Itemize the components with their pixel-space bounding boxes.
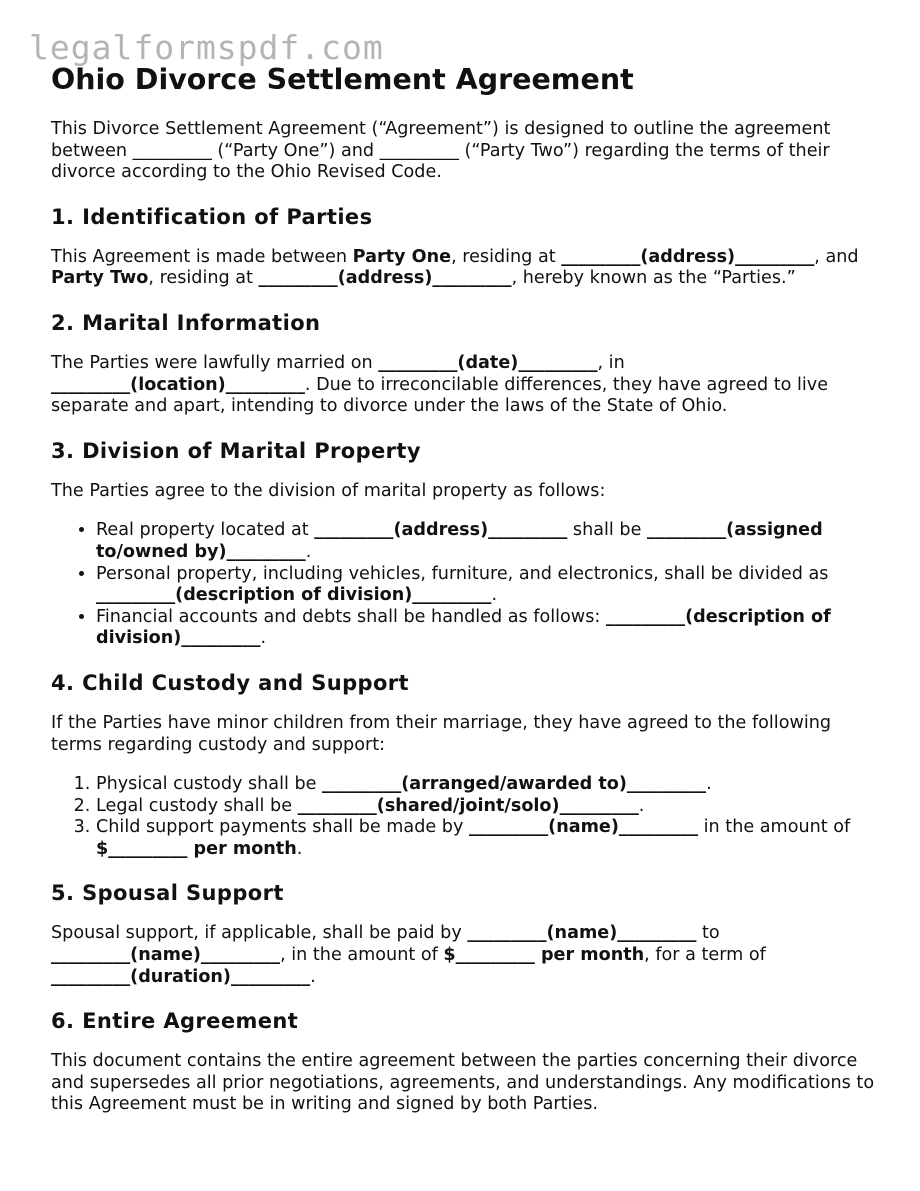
list-item [96,817,881,860]
section-4-intro: If the Parties have minor children from their marriage, they have agreed to the following terms regarding custody and support: [51,712,832,755]
spousal-amount-blank: $_________ per month [443,945,645,966]
spousal-recipient-blank: _________(name)_________ [51,945,281,966]
text: shall be [567,520,647,541]
document-page [51,62,881,1116]
text: . Due to irreconcilable differences, they have agreed to live separate and apart, intending to divorce under the laws of the State of Ohio. [51,374,829,417]
list-item [96,607,881,650]
party-one-address-blank: _________(address)_________ [561,246,815,267]
text: , residing at [451,246,562,267]
watermark: legalformspdf.com [29,28,384,67]
list-item [96,796,881,818]
physical-custody-blank: _________(arranged/awarded to)_________ [322,774,707,795]
text: This Agreement is made between [51,246,353,267]
party-two-address-blank: _________(address)_________ [258,268,512,289]
text: Financial accounts and debts shall be handled as follows: [96,606,606,627]
text: , in the amount of [280,945,444,966]
text: . [296,838,303,859]
intro-text-2: (“Party One”) and [211,140,380,161]
section-1-paragraph [51,247,881,290]
section-6-heading: 6. Entire Agreement [51,1009,299,1034]
spousal-duration-blank: _________(duration)_________ [51,966,311,987]
text: . [706,774,712,795]
list-item [96,520,881,563]
text: . [491,585,498,606]
text: in the amount of [698,817,851,838]
text: The Parties were lawfully married on [51,352,379,373]
section-2-paragraph [51,353,881,418]
text: Real property located at [96,520,315,541]
party-two-blank: _________ [379,140,459,161]
text: , in [597,352,625,373]
real-property-address-blank: _________(address)_________ [314,520,568,541]
financial-division-blank: _________(description of division)_________ [96,606,831,649]
child-support-amount-blank: $_________ per month [96,838,297,859]
text: , for a term of [644,945,766,966]
text: . [638,795,645,816]
section-3-heading: 3. Division of Marital Property [51,438,421,463]
text: Spousal support, if applicable, shall be paid by [51,923,468,944]
list-item [96,564,881,607]
section-3-intro: The Parties agree to the division of marital property as follows: [51,480,606,501]
custody-list [51,774,881,860]
legal-custody-blank: _________(shared/joint/solo)_________ [297,795,639,816]
section-4-heading: 4. Child Custody and Support [51,670,409,695]
text: Personal property, including vehicles, furniture, and electronics, shall be divided as [96,563,829,584]
document-title: Ohio Divorce Settlement Agreement [51,63,634,96]
text: , and [814,246,859,267]
marriage-date-blank: _________(date)_________ [378,352,598,373]
section-2-heading: 2. Marital Information [51,310,321,335]
party-one-blank: _________ [132,140,212,161]
personal-property-division-blank: _________(description of division)_________ [96,585,492,606]
property-list [51,520,881,650]
text: , hereby known as the “Parties.” [511,268,796,289]
list-item [96,774,881,796]
text: to [696,923,720,944]
party-two-label: Party Two [51,268,149,289]
section-6-paragraph: This document contains the entire agreement between the parties concerning their divorce and supersedes all prior negotiations, agreements, and understandings. Any modifications to this Agreement must be in writing and signed by both Parties. [51,1051,875,1115]
intro-paragraph [51,119,881,184]
text: Legal custody shall be [96,795,298,816]
intro-text-1: This Divorce Settlement Agreement (“Agreement”) is designed to outline the agreement between [51,119,831,161]
section-1-heading: 1. Identification of Parties [51,204,373,229]
text: Physical custody shall be [96,774,323,795]
text: . [305,541,312,562]
text: . [260,628,267,649]
text: , residing at [148,268,259,289]
marriage-location-blank: _________(location)_________ [51,374,305,395]
text: . [310,966,316,987]
payer-name-blank: _________(name)_________ [468,817,699,838]
party-one-label: Party One [352,246,452,267]
section-5-paragraph [51,923,881,988]
intro-text-3: (“Party Two”) regarding the terms of their divorce according to the Ohio Revised Code. [51,140,830,183]
spousal-payer-blank: _________(name)_________ [467,923,697,944]
section-5-heading: 5. Spousal Support [51,881,284,906]
text: Child support payments shall be made by [96,817,469,838]
assigned-to-blank: _________(assigned to/owned by)_________ [96,520,823,562]
